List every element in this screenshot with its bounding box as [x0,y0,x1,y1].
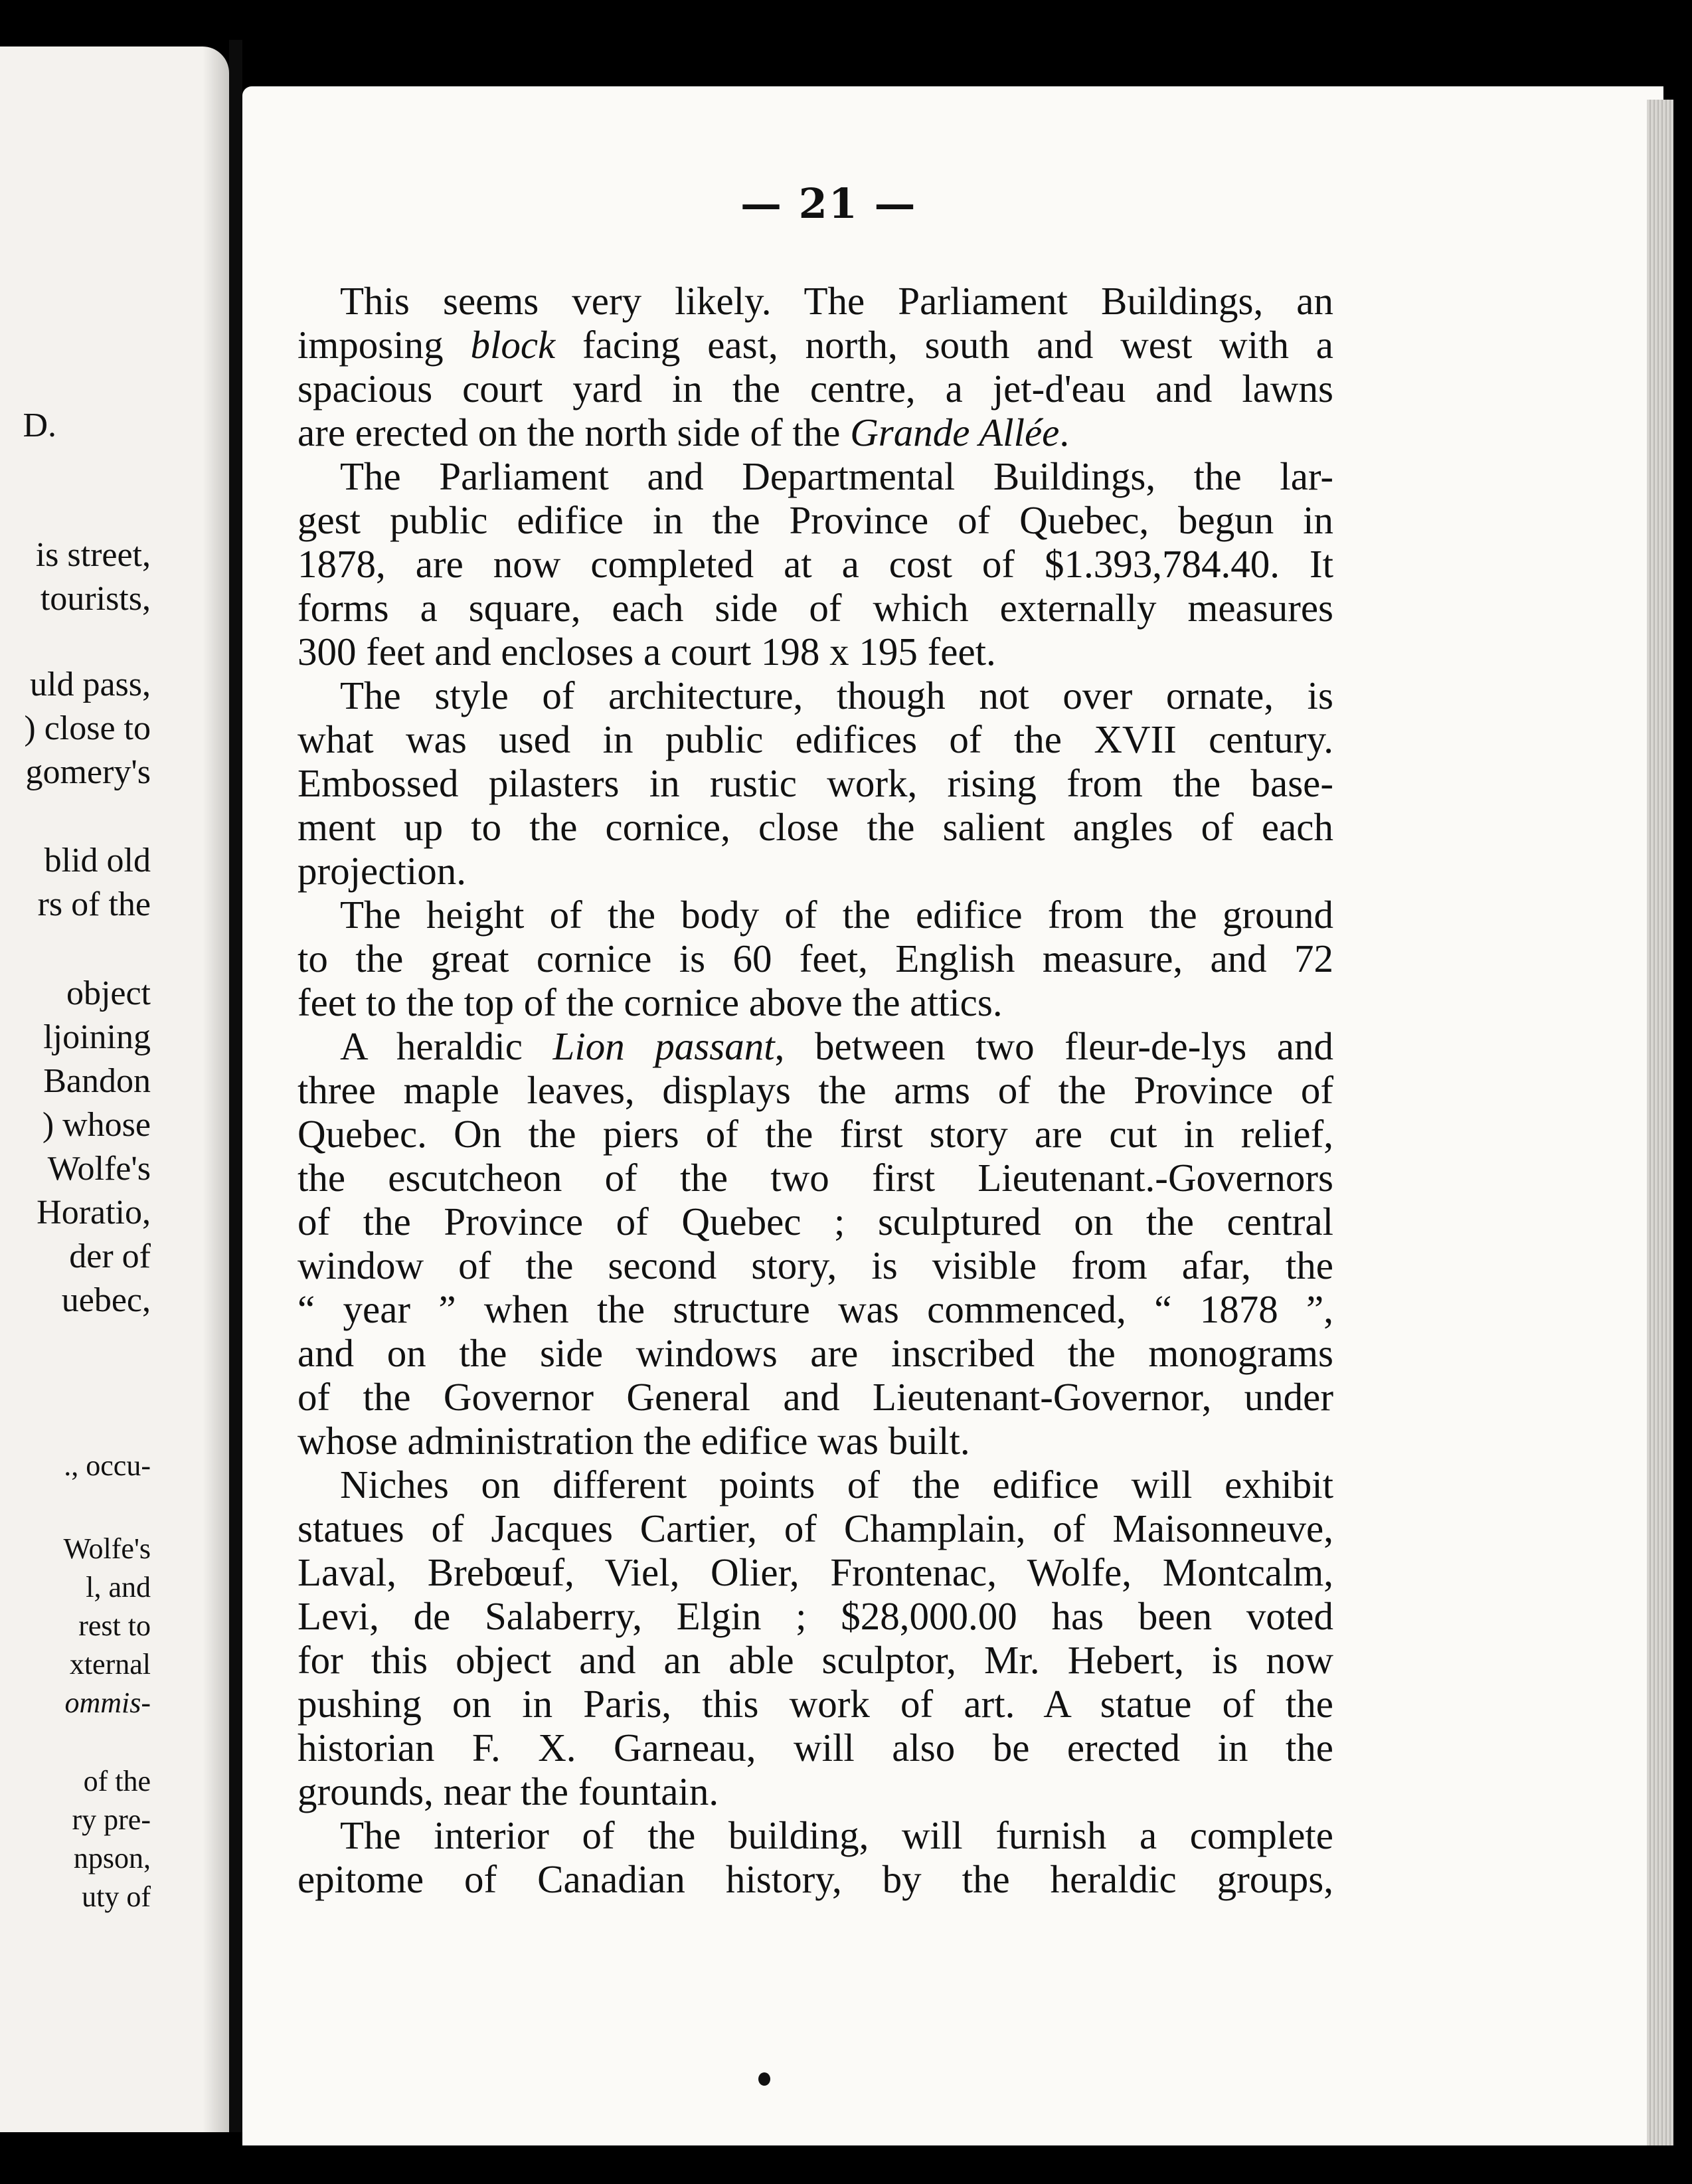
text-line: what was used in public edifices of the XVII century. [297,717,1333,761]
left-text-line: D. [23,407,56,444]
left-text-line: rs of the [37,885,151,923]
left-text-line: ry pre- [72,1803,151,1836]
left-text-line: l, and [86,1571,151,1603]
left-text-line: ) close to [24,709,151,747]
text-line: The height of the body of the edifice from the ground [340,893,1333,937]
page-number: — 21 — [740,179,917,228]
text-line: Embossed pilasters in rustic work, rising from the base- [297,761,1333,805]
left-text-line: Bandon [43,1062,151,1100]
left-text-line: ., occu- [64,1449,151,1482]
text-line: for this object and an able sculptor, Mr. Hebert, is now [297,1638,1333,1682]
left-page-fragment [0,46,229,2132]
left-text-line: ljoining [43,1018,151,1056]
left-text-line: Horatio, [37,1194,151,1231]
text-line: gest public edifice in the Province of Quebec, begun in [297,498,1333,542]
left-text-line: ) whose [42,1106,151,1144]
text-line: historian F. X. Garneau, will also be erected in the [297,1726,1333,1770]
page-edges [1647,100,1673,2145]
text-line: statues of Jacques Cartier, of Champlain, of Maisonneuve, [297,1506,1333,1550]
book-gutter [229,40,242,2132]
page-shadow [203,46,229,2132]
text-line: epitome of Canadian history, by the heraldic groups, [297,1857,1333,1901]
text-line: window of the second story, is visible from afar, the [297,1243,1333,1287]
left-text-line: uebec, [61,1281,151,1319]
text-line: of the Province of Quebec ; sculptured on the central [297,1200,1333,1243]
left-text-line: xternal [69,1648,151,1681]
text-line: three maple leaves, displays the arms of the Province of [297,1068,1333,1112]
bottom-ornament [758,2072,770,2086]
text-line: the escutcheon of the two first Lieutenant.-Governors [297,1156,1333,1200]
text-line: Laval, Brebœuf, Viel, Olier, Frontenac, Wolfe, Montcalm, [297,1550,1333,1594]
left-text-line: is street, [35,536,151,574]
body-text [297,279,1333,1901]
text-line: imposing block facing east, north, south and west with a [297,323,1333,367]
text-line: and on the side windows are inscribed the monograms [297,1331,1333,1375]
text-line: Levi, de Salaberry, Elgin ; $28,000.00 has been voted [297,1594,1333,1638]
left-text-line: uld pass, [30,666,151,703]
left-text-line: of the [83,1765,151,1797]
left-text-line: Wolfe's [47,1150,151,1188]
text-line: projection. [297,849,466,893]
left-text-line: ommis- [64,1686,151,1719]
text-line: feet to the top of the cornice above the attics. [297,980,1003,1024]
text-line: of the Governor General and Lieutenant-Governor, under [297,1375,1333,1419]
text-line: A heraldic Lion passant, between two fleur-de-lys and [340,1024,1333,1068]
left-text-line: blid old [44,842,151,879]
text-line: 300 feet and encloses a court 198 x 195 feet. [297,630,996,674]
text-line: This seems very likely. The Parliament Buildings, an [340,279,1333,323]
left-text-line: gomery's [25,753,151,791]
left-text-line: rest to [78,1609,151,1642]
text-line: whose administration the edifice was built. [297,1419,970,1463]
text-line: pushing on in Paris, this work of art. A statue of the [297,1682,1333,1726]
text-line: ment up to the cornice, close the salient angles of each [297,805,1333,849]
text-line: The Parliament and Departmental Buildings, the lar- [340,454,1333,498]
left-text-line: tourists, [40,580,151,618]
text-line: spacious court yard in the centre, a jet-d'eau and lawns [297,367,1333,410]
left-text-line: uty of [82,1880,151,1913]
left-text-line: object [66,974,151,1012]
text-line: Niches on different points of the edifice will exhibit [340,1463,1333,1506]
text-line: 1878, are now completed at a cost of $1.393,784.40. It [297,542,1333,586]
left-text-line: Wolfe's [63,1532,151,1565]
text-line: The interior of the building, will furnish a complete [340,1813,1333,1857]
text-line: grounds, near the fountain. [297,1770,719,1813]
left-text-line: der of [69,1237,151,1275]
text-line: “ year ” when the structure was commenced, “ 1878 ”, [297,1287,1333,1331]
text-line: The style of architecture, though not over ornate, is [340,674,1333,717]
text-line: Quebec. On the piers of the first story are cut in relief, [297,1112,1333,1156]
text-line: forms a square, each side of which externally measures [297,586,1333,630]
text-line: to the great cornice is 60 feet, English measure, and 72 [297,937,1333,980]
left-text-line: npson, [73,1842,151,1874]
text-line: are erected on the north side of the Grande Allée. [297,410,1070,454]
